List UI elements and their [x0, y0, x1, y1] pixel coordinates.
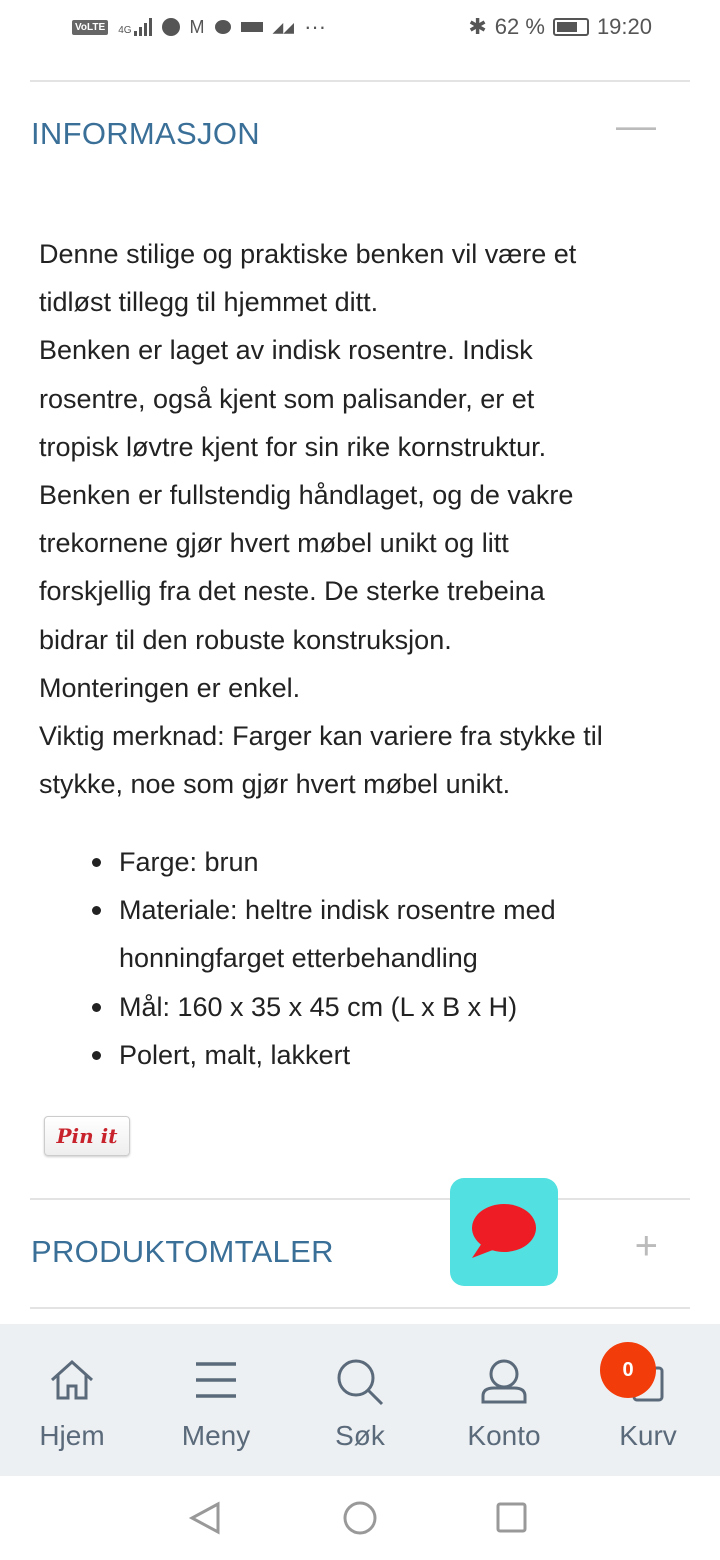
desc-line: trekornene gjør hvert møbel unikt og litt: [39, 528, 509, 559]
nav-account[interactable]: [432, 1324, 576, 1476]
spec-list: [119, 838, 679, 1079]
spec-item: Materiale: heltre indisk rosentre med honningfarget etterbehandling: [119, 886, 679, 982]
divider: [30, 1198, 690, 1200]
reviews-section-title[interactable]: PRODUKTOMTALER: [31, 1234, 334, 1269]
messenger-icon: [162, 18, 180, 36]
desc-line: Benken er fullstendig håndlaget, og de vakre: [39, 480, 574, 511]
spec-item: Polert, malt, lakkert: [119, 1031, 679, 1079]
volte-icon: VoLTE: [72, 20, 108, 35]
battery-percent: 62 %: [494, 14, 545, 39]
chat-icon: [215, 20, 231, 34]
status-bar: [0, 0, 720, 56]
cart-count-badge: 0: [600, 1342, 656, 1398]
home-button-icon[interactable]: [345, 1503, 375, 1533]
desc-line: stykke, noe som gjør hvert møbel unikt.: [39, 769, 511, 800]
user-icon: [480, 1358, 528, 1404]
more-icon: ···: [304, 14, 327, 39]
desc-line: Benken er laget av indisk rosentre. Indisk: [39, 335, 533, 366]
back-icon[interactable]: [192, 1504, 218, 1532]
desc-line: Monteringen er enkel.: [39, 672, 301, 703]
nav-label: Meny: [181, 1420, 251, 1451]
nav-cart[interactable]: [576, 1324, 720, 1476]
nav-label: Søk: [335, 1420, 385, 1451]
desc-line: forskjellig fra det neste. De sterke trebeina: [39, 576, 545, 607]
spec-item: Mål: 160 x 35 x 45 cm (L x B x H): [119, 983, 679, 1031]
nav-menu[interactable]: [144, 1324, 288, 1476]
speech-bubble-icon: [450, 1178, 558, 1286]
spec-item: Farge: brun: [119, 838, 679, 886]
collapse-icon[interactable]: —: [616, 104, 656, 148]
system-nav-bar: [0, 1476, 720, 1560]
nav-label: Kurv: [619, 1420, 677, 1451]
search-icon: [336, 1358, 384, 1406]
clock: 19:20: [596, 14, 652, 39]
bluetooth-icon: ✱: [468, 14, 487, 39]
recents-icon[interactable]: [498, 1504, 525, 1531]
battery-icon: [553, 18, 589, 36]
home-icon: [48, 1358, 96, 1402]
desc-line: rosentre, også kjent som palisander, er et: [39, 383, 535, 414]
gmail-icon: M: [189, 16, 205, 37]
app-icon: ◢◢: [272, 18, 295, 35]
desc-line: Denne stilige og praktiske benken vil være et: [39, 239, 577, 269]
info-section-title[interactable]: INFORMASJON: [31, 116, 260, 151]
nav-search[interactable]: [288, 1324, 432, 1476]
desc-line: tropisk løvtre kjent for sin rike kornstruktur.: [39, 431, 547, 462]
nav-label: Konto: [467, 1420, 541, 1451]
menu-icon: [194, 1358, 238, 1402]
notification-icon: [241, 22, 263, 32]
nav-home[interactable]: [0, 1324, 144, 1476]
desc-line: bidrar til den robuste konstruksjon.: [39, 624, 452, 655]
desc-line: Viktig merknad: Farger kan variere fra stykke til: [39, 721, 603, 752]
pin-it-button[interactable]: Pin it: [44, 1116, 130, 1156]
divider: [30, 1307, 690, 1309]
signal-icon: 4G: [118, 18, 151, 36]
chat-button[interactable]: [450, 1178, 558, 1286]
product-description: [39, 230, 679, 808]
expand-icon[interactable]: +: [634, 1224, 658, 1268]
divider: [30, 80, 690, 82]
nav-label: Hjem: [39, 1420, 105, 1451]
desc-line: tidløst tillegg til hjemmet ditt.: [39, 287, 379, 318]
